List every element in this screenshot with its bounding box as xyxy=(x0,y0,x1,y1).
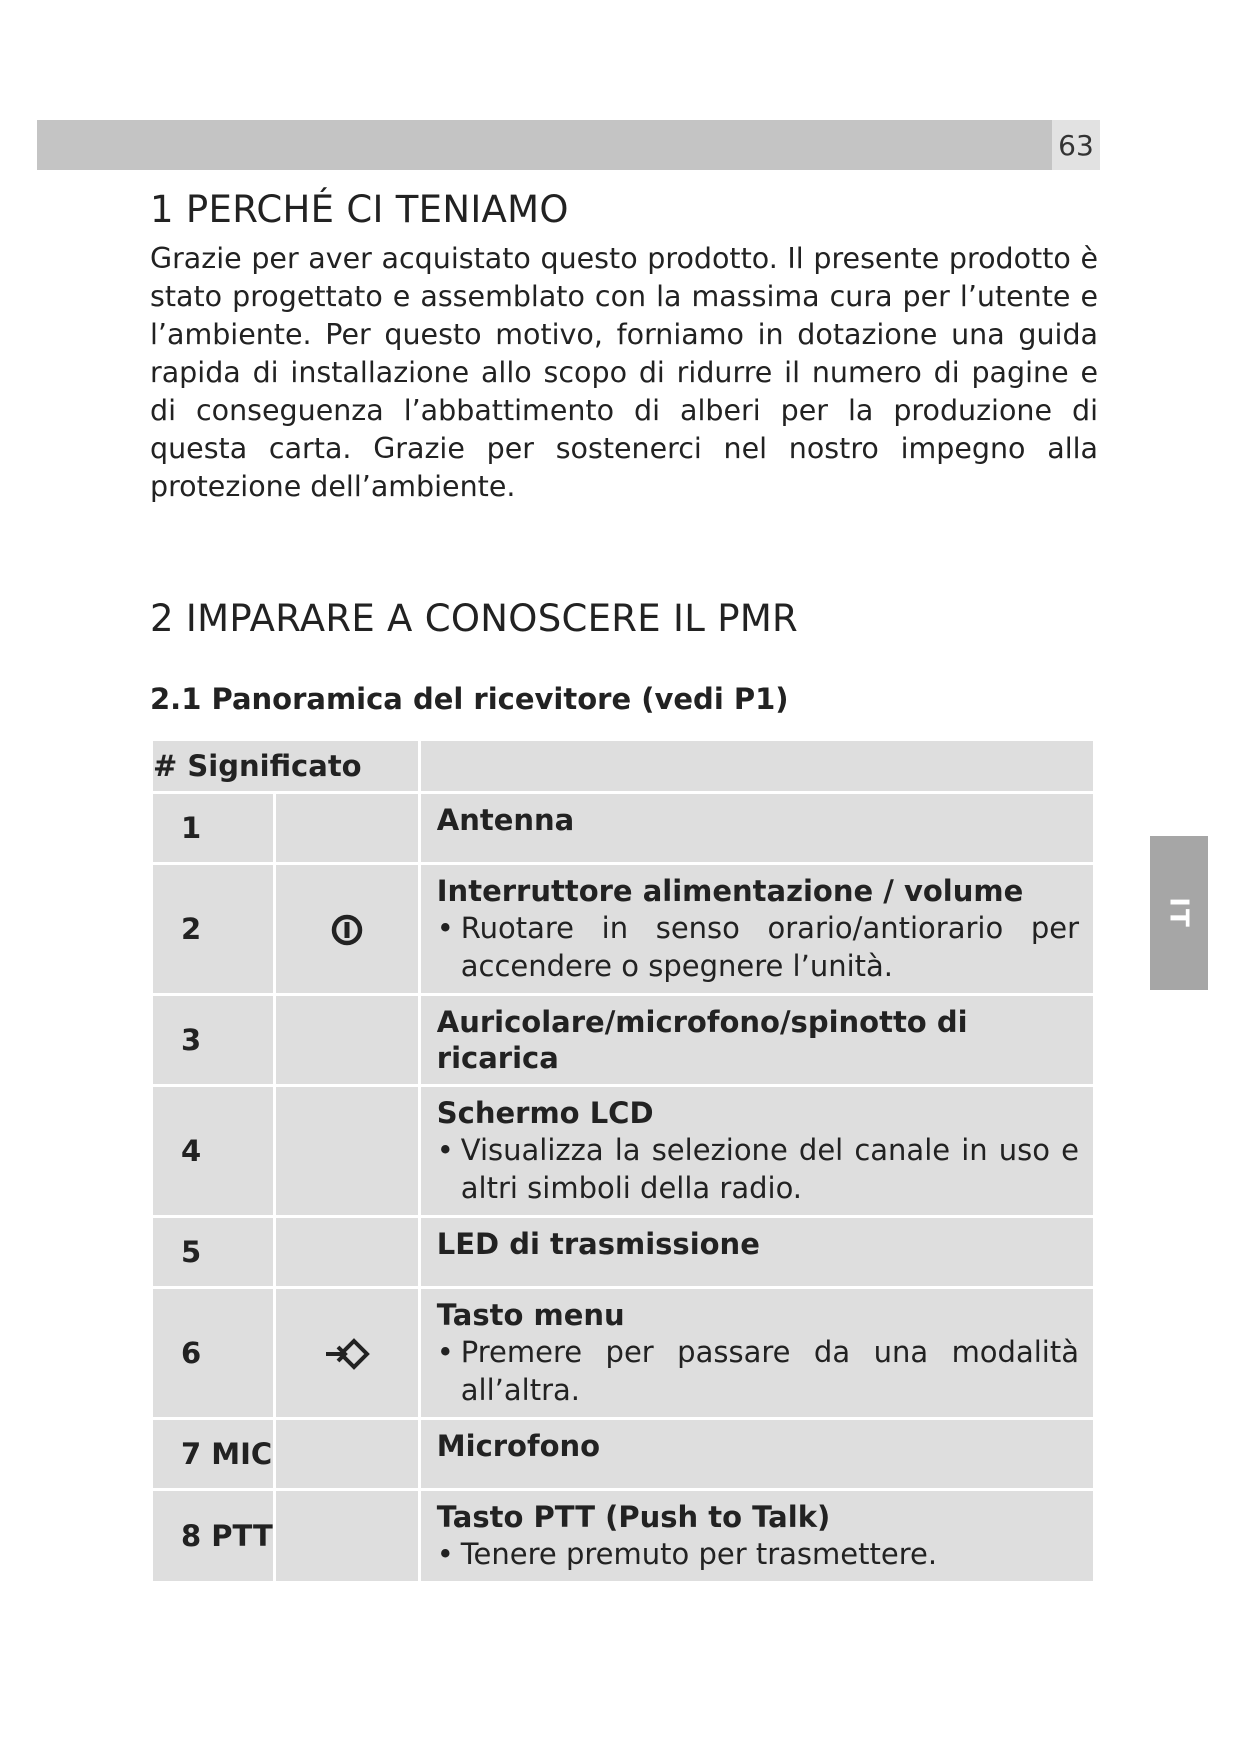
row-bullet-text: Ruotare in senso orario/antiorario per accendere o spegnere l’unità. xyxy=(460,911,1079,983)
row-bullet-text: Premere per passare da una modalità all’altra. xyxy=(460,1335,1079,1407)
row-icon-cell xyxy=(276,1218,418,1286)
table-header-empty xyxy=(421,741,1093,791)
row-number: 4 xyxy=(153,1087,273,1215)
table-header-label: # Significato xyxy=(153,741,418,791)
row-bullet xyxy=(437,909,1079,985)
table-row xyxy=(153,1087,1093,1215)
bullet-dot: • xyxy=(436,1133,454,1167)
receiver-overview-table xyxy=(150,738,1096,1584)
row-title: Interruttore alimentazione / volume xyxy=(436,874,1024,908)
row-bullet-text: Visualizza la selezione del canale in uso e altri simboli della radio. xyxy=(460,1133,1079,1205)
row-icon-cell xyxy=(276,1491,418,1581)
row-title: Tasto menu xyxy=(436,1298,625,1332)
row-number: 3 xyxy=(153,996,273,1084)
row-icon-cell xyxy=(276,794,418,862)
language-tab-label: IT xyxy=(1163,897,1194,929)
row-number: 7 MIC xyxy=(153,1420,273,1488)
row-title: Auricolare/microfono/spinotto di ricarica xyxy=(436,1005,968,1075)
table-row xyxy=(153,794,1093,862)
row-bullet xyxy=(437,1535,1079,1573)
row-icon-cell xyxy=(276,1289,418,1417)
row-description xyxy=(421,1218,1093,1286)
row-icon-cell xyxy=(276,1087,418,1215)
page-number: 63 xyxy=(1052,120,1100,170)
menu-arrow-icon xyxy=(324,1337,370,1371)
row-description xyxy=(421,794,1093,862)
bullet-dot: • xyxy=(436,911,454,945)
row-title: LED di trasmissione xyxy=(436,1227,760,1261)
row-title: Schermo LCD xyxy=(436,1096,654,1130)
row-number: 8 PTT xyxy=(153,1491,273,1581)
table-row xyxy=(153,1218,1093,1286)
row-icon-cell xyxy=(276,1420,418,1488)
row-icon-cell xyxy=(276,865,418,993)
section-1-heading: 1 PERCHÉ CI TENIAMO xyxy=(150,188,569,231)
row-description xyxy=(421,1491,1093,1581)
bullet-dot: • xyxy=(436,1335,454,1369)
power-icon xyxy=(330,913,364,947)
row-description xyxy=(421,996,1093,1084)
row-description xyxy=(421,1087,1093,1215)
bullet-dot: • xyxy=(436,1537,454,1571)
row-bullet-text: Tenere premuto per trasmettere. xyxy=(460,1537,938,1571)
row-icon-cell xyxy=(276,996,418,1084)
language-tab xyxy=(1150,836,1208,990)
table-row xyxy=(153,1420,1093,1488)
header-bar xyxy=(37,120,1052,170)
row-bullet xyxy=(437,1333,1079,1409)
table-row xyxy=(153,996,1093,1084)
row-number: 2 xyxy=(153,865,273,993)
row-bullet xyxy=(437,1131,1079,1207)
row-number: 6 xyxy=(153,1289,273,1417)
row-description xyxy=(421,1420,1093,1488)
row-title: Antenna xyxy=(436,803,575,837)
row-description xyxy=(421,865,1093,993)
table-row xyxy=(153,1491,1093,1581)
row-number: 1 xyxy=(153,794,273,862)
row-title: Microfono xyxy=(436,1429,601,1463)
row-number: 5 xyxy=(153,1218,273,1286)
table-row xyxy=(153,1289,1093,1417)
section-1-body: Grazie per aver acquistato questo prodotto. Il presente prodotto è stato progettato e assemblato con la massima cura per l’utente e l’ambiente. Per questo motivo, forniamo in dotazione una guida rapida di installazione allo scopo di ridurre il numero di pagine e di conseguenza l’abbattimento di alberi per la produzione di questa carta. Grazie per sostenerci nel nostro impegno alla protezione dell’ambiente. xyxy=(150,242,1098,503)
row-title: Tasto PTT (Push to Talk) xyxy=(436,1500,831,1534)
table-header-row xyxy=(153,741,1093,791)
section-2-1-heading: 2.1 Panoramica del ricevitore (vedi P1) xyxy=(150,682,789,716)
table-row xyxy=(153,865,1093,993)
section-2-heading: 2 IMPARARE A CONOSCERE IL PMR xyxy=(150,597,799,640)
row-description xyxy=(421,1289,1093,1417)
